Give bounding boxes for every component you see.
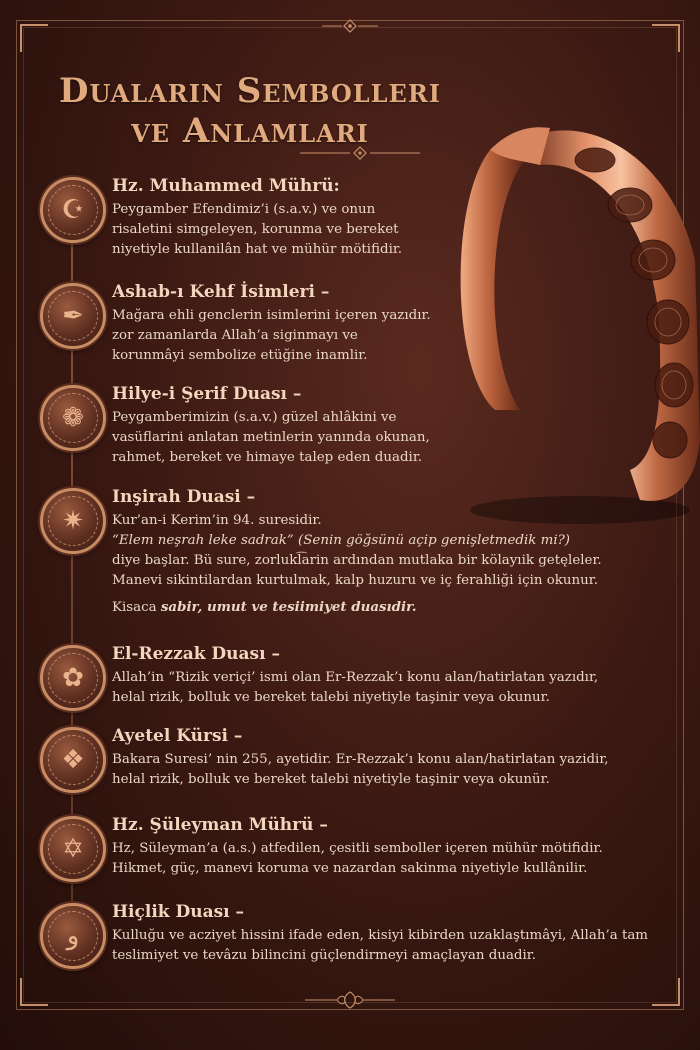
- item-title: Hiçlik Duası –: [112, 902, 245, 922]
- item-line: “Elem neşrah leke sadrak” (Senin göğsünü açip genişletmedik mi?): [112, 533, 571, 548]
- item-line: Bakara Suresi’ nin 255, ayetidir. Er-Rezzak’ı konu alan/hatirlatan yazidir,: [112, 752, 609, 767]
- title-divider-icon: [300, 146, 420, 160]
- hexagram-seal-icon: ✡: [40, 816, 106, 882]
- seal-calligraphy-icon: ☪: [40, 177, 106, 243]
- title-line-2: ve Anlamları: [131, 110, 369, 151]
- item-summary: [112, 597, 672, 618]
- item-line: zor zamanlarda Allah’a siginmayı ve: [112, 328, 358, 343]
- corner-ornament: [20, 978, 48, 1006]
- item-title: Hilye-i Şerif Duası –: [112, 384, 302, 404]
- item-line: niyetiyle kullanilân hat ve mühür mötifidir.: [112, 242, 403, 257]
- item-line: rahmet, bereket ve himaye talep eden duadir.: [112, 450, 423, 465]
- item-line: Peygamberimizin (s.a.v.) güzel ahlâkini ve: [112, 410, 397, 425]
- top-flourish-icon: [320, 18, 380, 34]
- item-line: Hikmet, güç, manevi koruma ve nazardan sakinma niyetiyle kullânilir.: [112, 861, 588, 876]
- item-title: Inşirah Duasi –: [112, 487, 256, 507]
- corner-ornament: [652, 978, 680, 1006]
- item-line: Mağara ehli genclerin isimlerini içeren yazıdır.: [112, 308, 431, 323]
- item-title: Hz. Şüleyman Mührü –: [112, 815, 328, 835]
- item-line: Peygamber Efendimiz’i (s.a.v.) ve onun: [112, 202, 376, 217]
- corner-ornament: [652, 24, 680, 52]
- rezzak-calligraphy-icon: ✿: [40, 645, 106, 711]
- item-line: Hz, Süleyman’a (a.s.) atfedilen, çesitli semboller içeren mühür mötifidir.: [112, 841, 603, 856]
- item-line: Kur’an-i Kerim’in 94. suresidir.: [112, 513, 322, 528]
- item-line: vasüflarini anlatan metinlerin yanında okunan,: [112, 430, 430, 445]
- item-line: Kulluğu ve acziyet hissini ifade eden, kisiyi kibirden uzaklaştımâyi, Allah’a tam: [112, 928, 649, 943]
- item-line: Manevi sikintilardan kurtulmak, kalp huzuru ve iç ferahliği için okunur.: [112, 573, 598, 588]
- item-line: helal rizik, bolluk ve bereket talebi niyetiyle taşinir veya okunur.: [112, 690, 550, 705]
- item-line: teslimiyet ve tevâzu bilincini güçlendirmeyi amaçlayan duadir.: [112, 948, 536, 963]
- title-line-1: Duaların Sembolleri: [58, 70, 441, 111]
- summary-prefix: Kisaca: [112, 600, 157, 615]
- item-line: korunmâyi sembolize etüğine inamlir.: [112, 348, 368, 363]
- item-line: helal rizik, bolluk ve bereket talebi niyetiyle taşinir veya okunür.: [112, 772, 550, 787]
- item-line: diye başlar. Bü sure, zorlukl͡arin ardından mutlaka bir kölayıik getęleler.: [112, 553, 602, 568]
- bottom-flourish-icon: [305, 990, 395, 1010]
- calligraphy-names-icon: ✒: [40, 283, 106, 349]
- item-description: [112, 750, 672, 790]
- hilye-calligraphy-icon: ❁: [40, 385, 106, 451]
- item-description: [112, 668, 672, 708]
- item-description: [112, 926, 672, 966]
- item-description: [112, 408, 672, 468]
- star-ornament-icon: ✷: [40, 488, 106, 554]
- vav-letter-icon: و: [40, 903, 106, 969]
- item-title: Ashab-ı Kehf İsimleri –: [112, 282, 330, 302]
- item-description: [112, 306, 672, 366]
- corner-ornament: [20, 24, 48, 52]
- item-line: Allah’in “Rizik veriçi’ ismi olan Er-Rezzak’ı konu alan/hatirlatan yazıdır,: [112, 670, 599, 685]
- item-line: risaletini simgeleyen, korunma ve bereket: [112, 222, 399, 237]
- kursi-calligraphy-icon: ❖: [40, 727, 106, 793]
- page-title: [20, 71, 480, 151]
- item-description: [112, 511, 672, 591]
- item-description: [112, 200, 672, 260]
- item-description: [112, 839, 672, 879]
- item-title: El-Rezzak Duası –: [112, 644, 280, 664]
- summary-emphasis: sabir, umut ve tesiimiyet duasıdir.: [160, 599, 417, 615]
- item-title: Ayetel Kürsi –: [112, 726, 243, 746]
- item-title: Hz. Muhammed Mührü:: [112, 176, 340, 196]
